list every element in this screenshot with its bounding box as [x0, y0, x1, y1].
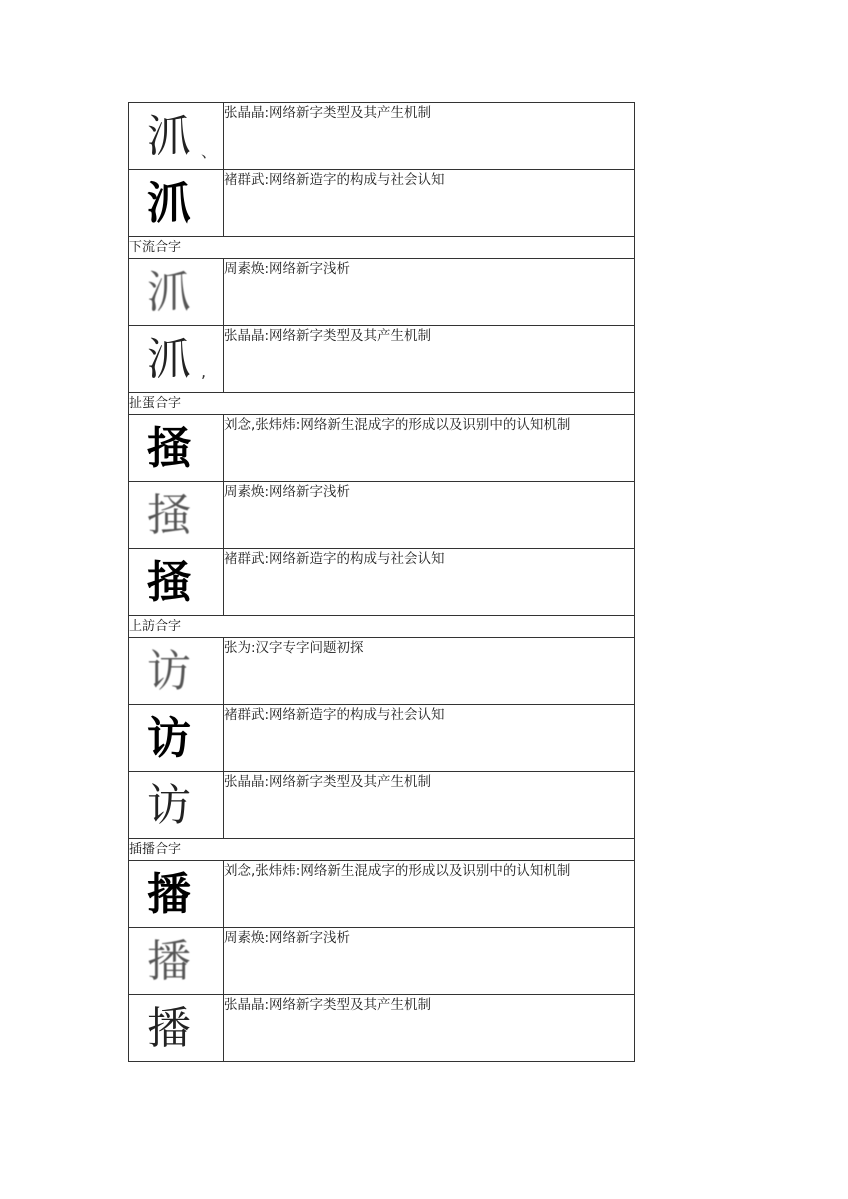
glyph-image: 沠: [147, 334, 191, 385]
citation-row: [129, 482, 635, 549]
glyph-image: 播: [147, 936, 191, 987]
citation-row: [129, 170, 635, 237]
citation-text: 周素焕:网络新字浅析: [224, 482, 635, 549]
citation-text: 褚群武:网络新造字的构成与社会认知: [224, 705, 635, 772]
citation-text: 刘念,张炜炜:网络新生混成字的形成以及识别中的认知机制: [224, 415, 635, 482]
group-header-label: 扯蛋合字: [129, 393, 635, 415]
glyph-image: 掻: [147, 490, 191, 541]
group-header-row: [129, 237, 635, 259]
glyph-cell: [129, 259, 224, 326]
glyph-image: 访: [147, 713, 191, 764]
citation-row: [129, 638, 635, 705]
citation-text: 褚群武:网络新造字的构成与社会认知: [224, 549, 635, 616]
citation-row: [129, 103, 635, 170]
group-header-label: 上訪合字: [129, 616, 635, 638]
group-header-row: [129, 616, 635, 638]
glyph-cell: [129, 326, 224, 393]
citation-text: 周素焕:网络新字浅析: [224, 259, 635, 326]
glyph-cell: [129, 103, 224, 170]
citation-text: 周素焕:网络新字浅析: [224, 928, 635, 995]
citation-text: 张晶晶:网络新字类型及其产生机制: [224, 772, 635, 839]
glyph-cell: [129, 995, 224, 1062]
glyph-cell: [129, 705, 224, 772]
citation-row: [129, 259, 635, 326]
citation-row: [129, 705, 635, 772]
glyph-image: 掻: [147, 557, 191, 608]
glyph-cell: [129, 772, 224, 839]
glyph-punctuation: ,: [201, 362, 207, 381]
glyph-image: 访: [147, 646, 191, 697]
glyph-cell: [129, 861, 224, 928]
glyph-cell: [129, 415, 224, 482]
glyph-image: 沠: [147, 111, 191, 162]
glyph-image: 访: [147, 780, 191, 831]
citation-text: 张为:汉字专字问题初探: [224, 638, 635, 705]
glyph-punctuation: 、: [201, 142, 218, 161]
glyph-cell: [129, 638, 224, 705]
citation-row: [129, 549, 635, 616]
citation-text: 张晶晶:网络新字类型及其产生机制: [224, 103, 635, 170]
citation-row: [129, 861, 635, 928]
citation-row: [129, 995, 635, 1062]
glyph-image: 沠: [147, 267, 191, 318]
glyph-image: 掻: [147, 423, 191, 474]
citation-text: 张晶晶:网络新字类型及其产生机制: [224, 995, 635, 1062]
citation-table: [128, 102, 635, 1062]
citation-table-body: [129, 103, 635, 1062]
glyph-cell: [129, 482, 224, 549]
citation-text: 刘念,张炜炜:网络新生混成字的形成以及识别中的认知机制: [224, 861, 635, 928]
citation-row: [129, 326, 635, 393]
glyph-image: 播: [147, 869, 191, 920]
group-header-label: 下流合字: [129, 237, 635, 259]
group-header-label: 插播合字: [129, 839, 635, 861]
citation-text: 褚群武:网络新造字的构成与社会认知: [224, 170, 635, 237]
citation-text: 张晶晶:网络新字类型及其产生机制: [224, 326, 635, 393]
glyph-cell: [129, 928, 224, 995]
glyph-cell: [129, 170, 224, 237]
citation-row: [129, 415, 635, 482]
glyph-cell: [129, 549, 224, 616]
group-header-row: [129, 839, 635, 861]
citation-row: [129, 928, 635, 995]
glyph-image: 沠: [147, 178, 191, 229]
glyph-image: 播: [147, 1003, 191, 1054]
citation-row: [129, 772, 635, 839]
group-header-row: [129, 393, 635, 415]
